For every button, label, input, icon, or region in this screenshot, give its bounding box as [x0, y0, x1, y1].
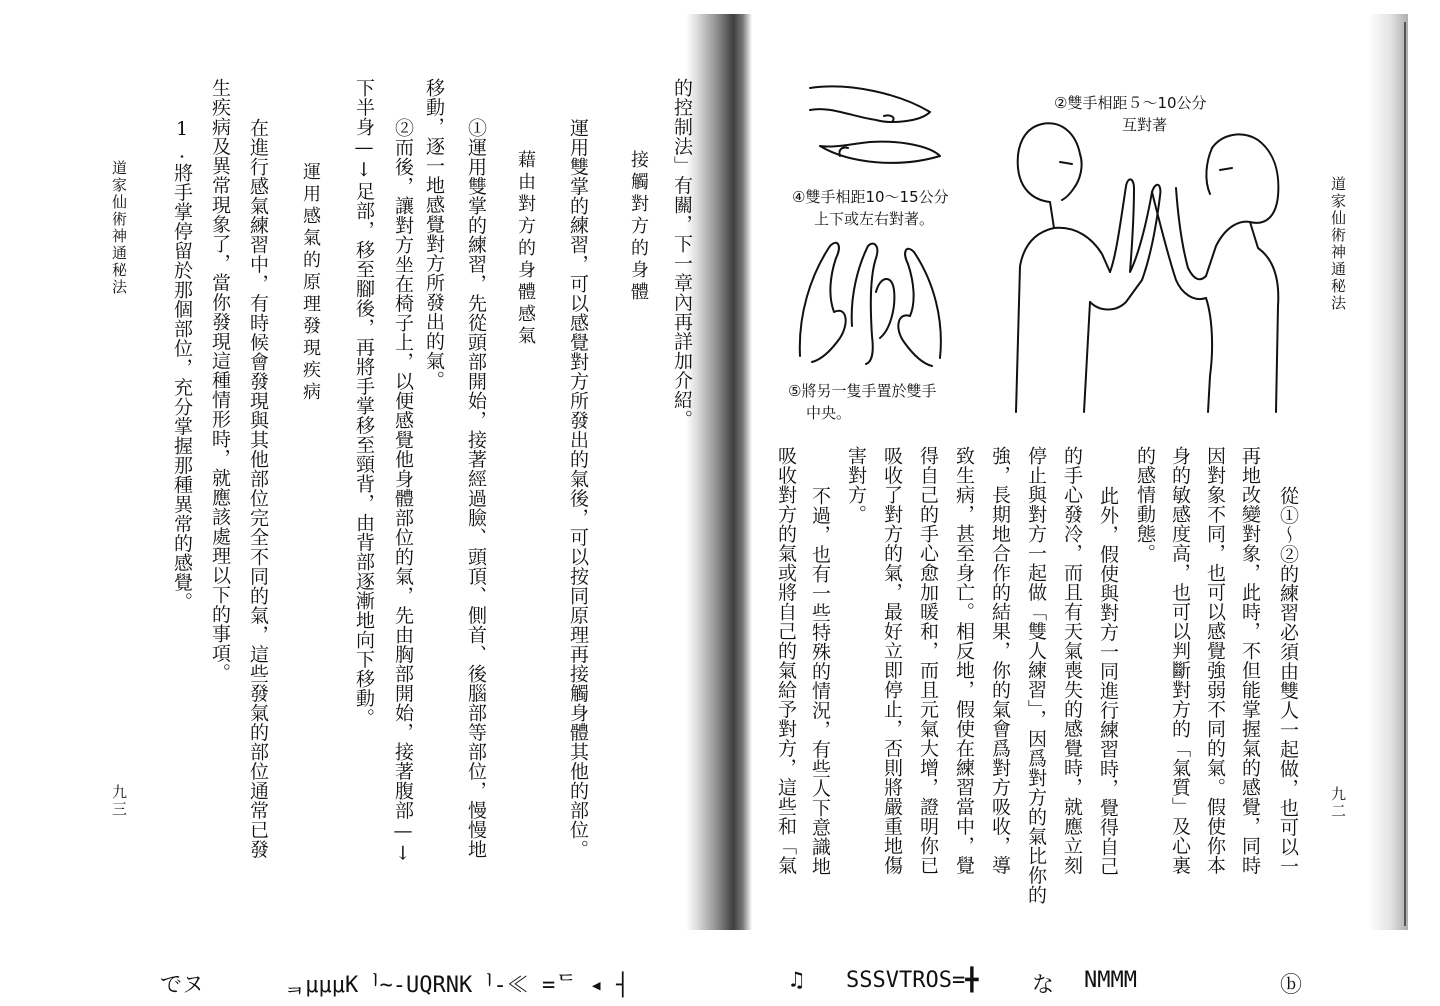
- figure-label-4-cont: 上下或左右對著。: [814, 210, 935, 228]
- text-column: 停止與對方一起做「雙人練習」，因爲對方的氣比你的: [1025, 446, 1047, 905]
- ocr-noise-text: SSSVTROS=╋: [846, 968, 979, 993]
- text-column: 運用雙掌的練習，可以感覺對方所發出的氣後，可以按同原理再接觸身體其他的部位。: [567, 118, 589, 859]
- text-column: 此外，假使與對方一同進行練習時，覺得自己: [1097, 486, 1119, 876]
- ocr-noise-text: ♫: [790, 968, 804, 993]
- ocr-noise-text: NMMM: [1084, 968, 1137, 993]
- text-column: 1.將手掌停留於那個部位，充分掌握那種異常的感覺。: [171, 118, 193, 612]
- section-heading: 接觸對方的身體: [628, 150, 649, 304]
- text-column: 移動，逐一地感覺對方所發出的氣。: [423, 78, 445, 390]
- figure-label-2: ②雙手相距５～10公分: [1054, 94, 1207, 112]
- page-edge-shadow: [1368, 14, 1408, 930]
- text-column: 身的敏感度高，也可以判斷對方的「氣質」及心裏: [1169, 446, 1191, 875]
- hands-figure: [780, 76, 1370, 436]
- figure-label-5: ⑤將另一隻手置於雙手: [788, 382, 937, 400]
- section-heading: 運用感氣的原理發現疾病: [300, 162, 321, 404]
- text-column: 害對方。: [845, 446, 867, 524]
- text-column: 因對象不同，也可以感覺強弱不同的氣。假使你本: [1204, 446, 1226, 875]
- text-column: 不過，也有一些特殊的情況，有些人下意識地: [809, 486, 831, 876]
- figure-label-4: ④雙手相距10～15公分: [792, 188, 949, 206]
- page-number-right: 九二: [1329, 786, 1347, 820]
- ocr-noise-text: ᆿμμμKᅵ~-UQRNKᅵ-≪ =ᄃ ◂ ┤: [284, 973, 630, 998]
- text-column: 的手心發冷，而且有天氣喪失的感覺時，就應立刻: [1061, 446, 1083, 875]
- text-column: 下半身—↓足部，移至腳後，再將手掌移至頸背，由背部逐漸地向下移動。: [353, 78, 375, 728]
- left-page: [0, 0, 716, 940]
- text-column: 得自己的手心愈加暖和，而且元氣大增，證明你已: [917, 446, 939, 875]
- text-column: 再地改變對象，此時，不但能掌握氣的感覺，同時: [1239, 446, 1261, 875]
- text-column: ①運用雙掌的練習，先從頭部開始，接著經過臉、頭頂、側首、後腦部等部位，慢慢地: [465, 118, 487, 859]
- text-column: 生疾病及異常現象了，當你發現這種情形時，就應該處理以下的事項。: [209, 78, 231, 683]
- running-header-right: 道家仙術神通秘法: [1329, 176, 1347, 312]
- text-column: 的控制法」有關，下一章內再詳加介紹。: [671, 78, 693, 429]
- running-header-left: 道家仙術神通秘法: [110, 160, 128, 296]
- page-edge-rule: [1404, 22, 1406, 926]
- text-column: 吸收了對方的氣，最好立即停止，否則將嚴重地傷: [881, 446, 903, 875]
- text-column: 在進行感氣練習中，有時候會發現與其他部位完全不同的氣，這些發氣的部位通常已發: [247, 118, 269, 859]
- text-column: 強，長期地合作的結果，你的氣會爲對方吸收，導: [989, 446, 1011, 875]
- text-column: 的感情動態。: [1134, 446, 1156, 563]
- section-heading: 藉由對方的身體感氣: [515, 150, 536, 348]
- text-column: 從①～②的練習必須由雙人一起做，也可以一: [1277, 486, 1299, 876]
- text-column: 吸收對方的氣或將自己的氣給予對方，這些和「氣: [775, 446, 797, 875]
- ocr-noise-text: ⓑ: [1280, 973, 1303, 998]
- page-number-left: 九三: [110, 784, 128, 818]
- figure-label-2-cont: 互對著: [1122, 116, 1168, 134]
- ocr-noise-text: な: [1032, 973, 1055, 998]
- text-column: ②而後，讓對方坐在椅子上，以便感覺他身體部位的氣，先由胸部開始，接著腹部—↓: [392, 118, 414, 865]
- figure-label-5-cont: 中央。: [806, 404, 852, 422]
- text-column: 致生病，甚至身亡。相反地，假使在練習當中，覺: [953, 446, 975, 875]
- ocr-noise-text: でヌ: [160, 973, 205, 998]
